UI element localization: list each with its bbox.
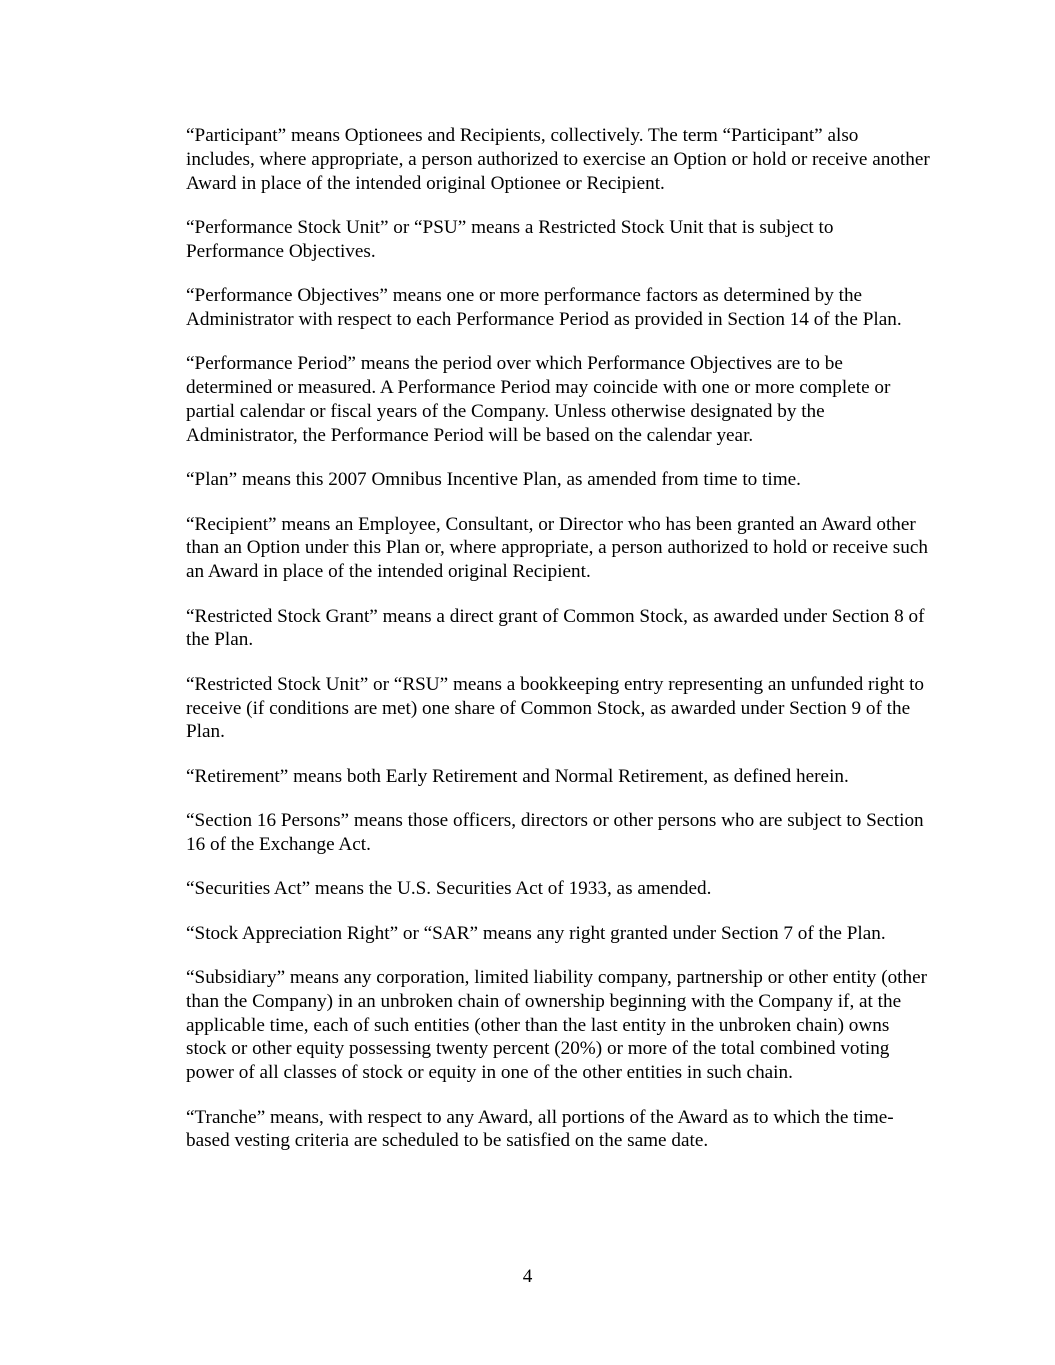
definition-stock-appreciation-right: “Stock Appreciation Right” or “SAR” means any right granted under Section 7 of the Plan. [186,922,886,944]
definition-performance-objectives: “Performance Objectives” means one or more performance factors as determined by the Administrator with respect to each Performance Period as provided in Section 14 of the Plan. [186,285,902,330]
page-number: 4 [522,1266,533,1287]
definition-section-16-persons: “Section 16 Persons” means those officers, directors or other persons who are subject to Section 16 of the Exchange Act. [186,810,924,855]
definition-restricted-stock-grant: “Restricted Stock Grant” means a direct grant of Common Stock, as awarded under Section 8 of the Plan. [186,605,925,651]
definition-retirement: “Retirement” means both Early Retirement and Normal Retirement, as defined herein. [186,765,849,787]
definition-subsidiary: “Subsidiary” means any corporation, limited liability company, partnership or other entity (other than the Company) in an unbroken chain of ownership beginning with the Company if, at the applicable time, each of such entities (other than the last entity in the unbroken chain) owns stock or other equity possessing twenty percent (20%) or more of the total combined voting power of all classes of stock or equity in one of the other entities in such chain. [186,967,928,1084]
definition-restricted-stock-unit: “Restricted Stock Unit” or “RSU” means a bookkeeping entry representing an unfunded right to receive (if conditions are met) one share of Common Stock, as awarded under Section 9 of the Plan. [186,673,924,743]
definition-recipient: “Recipient” means an Employee, Consultant, or Director who has been granted an Award other than an Option under this Plan or, where appropriate, a person authorized to hold or receive such an Award in place of the intended original Recipient. [186,513,928,583]
definition-plan: “Plan” means this 2007 Omnibus Incentive Plan, as amended from time to time. [186,469,801,491]
definition-performance-period: “Performance Period” means the period over which Performance Objectives are to be determined or measured. A Performance Period may coincide with one or more complete or partial calendar or fiscal years of the Company. Unless otherwise designated by the Administrator, the Performance Period will be based on the calendar year. [186,353,891,446]
definition-securities-act: “Securities Act” means the U.S. Securities Act of 1933, as amended. [186,878,712,900]
definition-participant: “Participant” means Optionees and Recipients, collectively. The term “Participant” also includes, where appropriate, a person authorized to exercise an Option or hold or receive another Award in place of the intended original Optionee or Recipient. [186,125,930,194]
definition-tranche: “Tranche” means, with respect to any Award, all portions of the Award as to which the time-based vesting criteria are scheduled to be satisfied on the same date. [186,1106,894,1152]
document-body [186,124,931,1174]
definition-performance-stock-unit: “Performance Stock Unit” or “PSU” means a Restricted Stock Unit that is subject to Performance Objectives. [186,216,834,262]
